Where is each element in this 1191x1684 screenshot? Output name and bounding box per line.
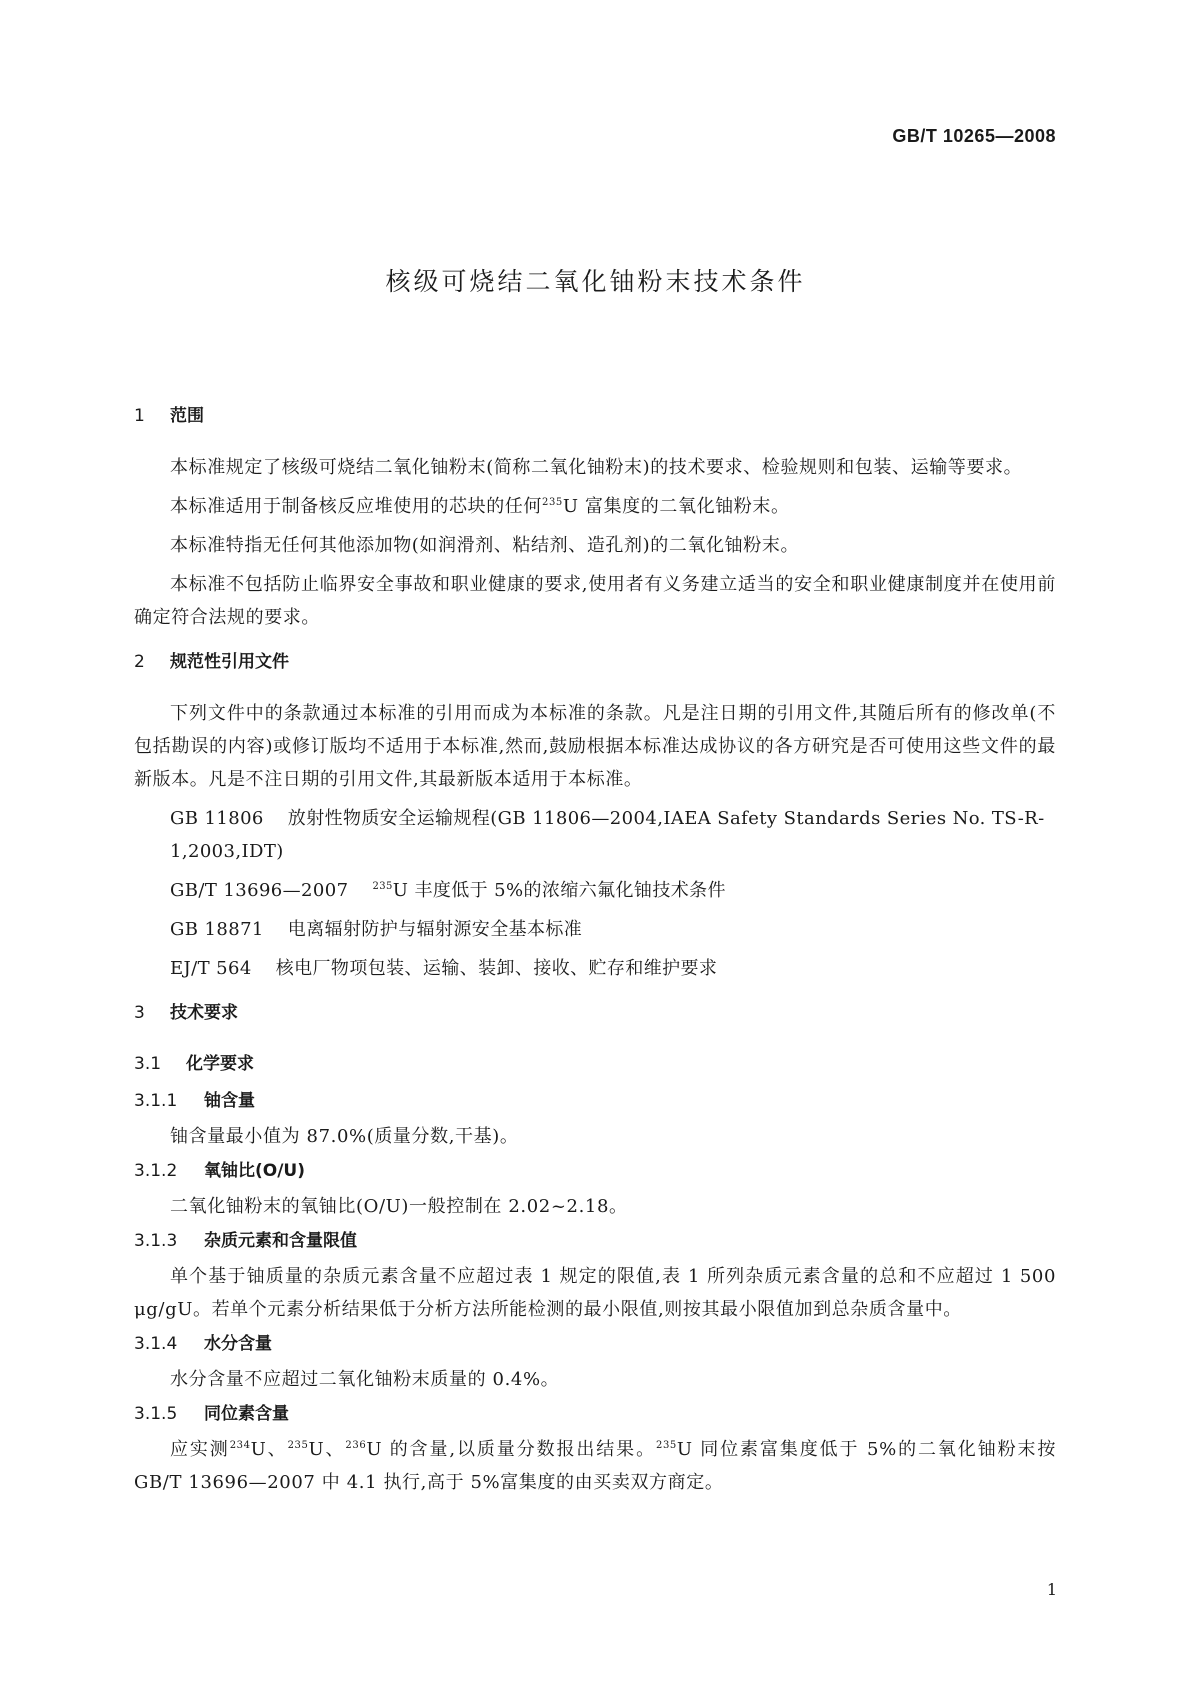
section-title: 范围 — [170, 406, 204, 426]
paragraph: 水分含量不应超过二氧化铀粉末质量的 0.4%。 — [170, 1369, 560, 1390]
section-title: 同位素含量 — [204, 1404, 289, 1424]
section-number: 3.1.1 — [134, 1091, 178, 1111]
clause-heading — [134, 1225, 1056, 1258]
section-number: 3.1.3 — [134, 1231, 178, 1251]
section-title: 化学要求 — [186, 1054, 254, 1074]
section-title: 铀含量 — [204, 1091, 255, 1111]
reference-code: GB 11806 — [170, 808, 264, 829]
section-title: 技术要求 — [170, 1003, 238, 1023]
section-number: 1 — [134, 406, 145, 426]
reference-code: EJ/T 564 — [170, 958, 252, 979]
reference-item — [134, 913, 1056, 946]
superscript: 235 — [372, 881, 393, 892]
reference-item — [134, 952, 1056, 985]
paragraph: 本标准特指无任何其他添加物(如润滑剂、粘结剂、造孔剂)的二氧化铀粉末。 — [170, 535, 800, 556]
paragraph: 本标准规定了核级可烧结二氧化铀粉末(简称二氧化铀粉末)的技术要求、检验规则和包装、运输等要求。 — [170, 457, 1023, 478]
text-run: U、 — [250, 1439, 288, 1460]
text-run: U 的含量,以质量分数报出结果。 — [366, 1439, 656, 1460]
reference-code: GB 18871 — [170, 919, 264, 940]
superscript: 236 — [345, 1440, 367, 1451]
document-body — [134, 400, 1056, 1499]
paragraph — [134, 490, 1056, 523]
section-title: 氧铀比(O/U) — [204, 1161, 306, 1181]
text-run: U 同位素富集度低于 5%的二氧化铀粉末按 GB/T 13696—2007 中 4.1 执行,高于 5%富集度的由买卖双方商定。 — [134, 1439, 1056, 1493]
clause-heading — [134, 1085, 1056, 1118]
text-run: 本标准适用于制备核反应堆使用的芯块的任何 — [170, 496, 542, 517]
paragraph — [134, 1433, 1056, 1499]
paragraph: 下列文件中的条款通过本标准的引用而成为本标准的条款。凡是注日期的引用文件,其随后所有的修改单(不包括勘误的内容)或修订版均不适用于本标准,然而,鼓励根据本标准达成协议的各方研究是否可使用这些文件的最新版本。凡是不注日期的引用文件,其最新版本适用于本标准。 — [134, 703, 1056, 790]
section-heading-normative-references — [134, 646, 1056, 679]
section-number: 3.1.5 — [134, 1404, 178, 1424]
superscript: 235 — [655, 1440, 677, 1451]
superscript: 234 — [229, 1440, 251, 1451]
section-number: 3.1 — [134, 1054, 162, 1074]
section-heading-scope — [134, 400, 1056, 433]
page-number: 1 — [1046, 1580, 1057, 1599]
standard-code: GB/T 10265—2008 — [892, 126, 1056, 146]
section-number: 3.1.4 — [134, 1334, 178, 1354]
reference-item — [134, 874, 1056, 907]
reference-title: U 丰度低于 5%的浓缩六氟化铀技术条件 — [392, 880, 726, 901]
text-run: 应实测 — [170, 1439, 230, 1460]
document-title: 核级可烧结二氧化铀粉末技术条件 — [385, 267, 806, 296]
superscript: 235 — [287, 1440, 309, 1451]
section-number: 2 — [134, 652, 145, 672]
clause-heading — [134, 1328, 1056, 1361]
section-title: 水分含量 — [204, 1334, 272, 1354]
reference-title: 核电厂物项包装、运输、装卸、接收、贮存和维护要求 — [275, 958, 718, 979]
clause-heading — [134, 1155, 1056, 1188]
text-run: U、 — [308, 1439, 346, 1460]
paragraph: 本标准不包括防止临界安全事故和职业健康的要求,使用者有义务建立适当的安全和职业健康制度并在使用前确定符合法规的要求。 — [134, 574, 1056, 628]
paragraph: 铀含量最小值为 87.0%(质量分数,干基)。 — [170, 1126, 519, 1147]
subsection-heading — [134, 1048, 1056, 1081]
paragraph: 单个基于铀质量的杂质元素含量不应超过表 1 规定的限值,表 1 所列杂质元素含量的总和不应超过 1 500 μg/gU。若单个元素分析结果低于分析方法所能检测的最小限值,则按其最小限值加到总杂质含量中。 — [134, 1266, 1056, 1320]
clause-heading — [134, 1398, 1056, 1431]
section-number: 3 — [134, 1003, 145, 1023]
section-title: 杂质元素和含量限值 — [204, 1231, 357, 1251]
paragraph: 二氧化铀粉末的氧铀比(O/U)一般控制在 2.02~2.18。 — [170, 1196, 628, 1217]
reference-code: GB/T 13696—2007 — [170, 880, 349, 901]
section-number: 3.1.2 — [134, 1161, 178, 1181]
superscript: 235 — [542, 497, 563, 508]
text-run: U 富集度的二氧化铀粉末。 — [562, 496, 790, 517]
reference-title: 放射性物质安全运输规程(GB 11806—2004,IAEA Safety Standards Series No. TS-R-1,2003,IDT) — [170, 808, 1045, 862]
section-title: 规范性引用文件 — [170, 652, 289, 672]
reference-item — [134, 802, 1056, 868]
reference-title: 电离辐射防护与辐射源安全基本标准 — [287, 919, 583, 940]
section-heading-technical-requirements — [134, 997, 1056, 1030]
